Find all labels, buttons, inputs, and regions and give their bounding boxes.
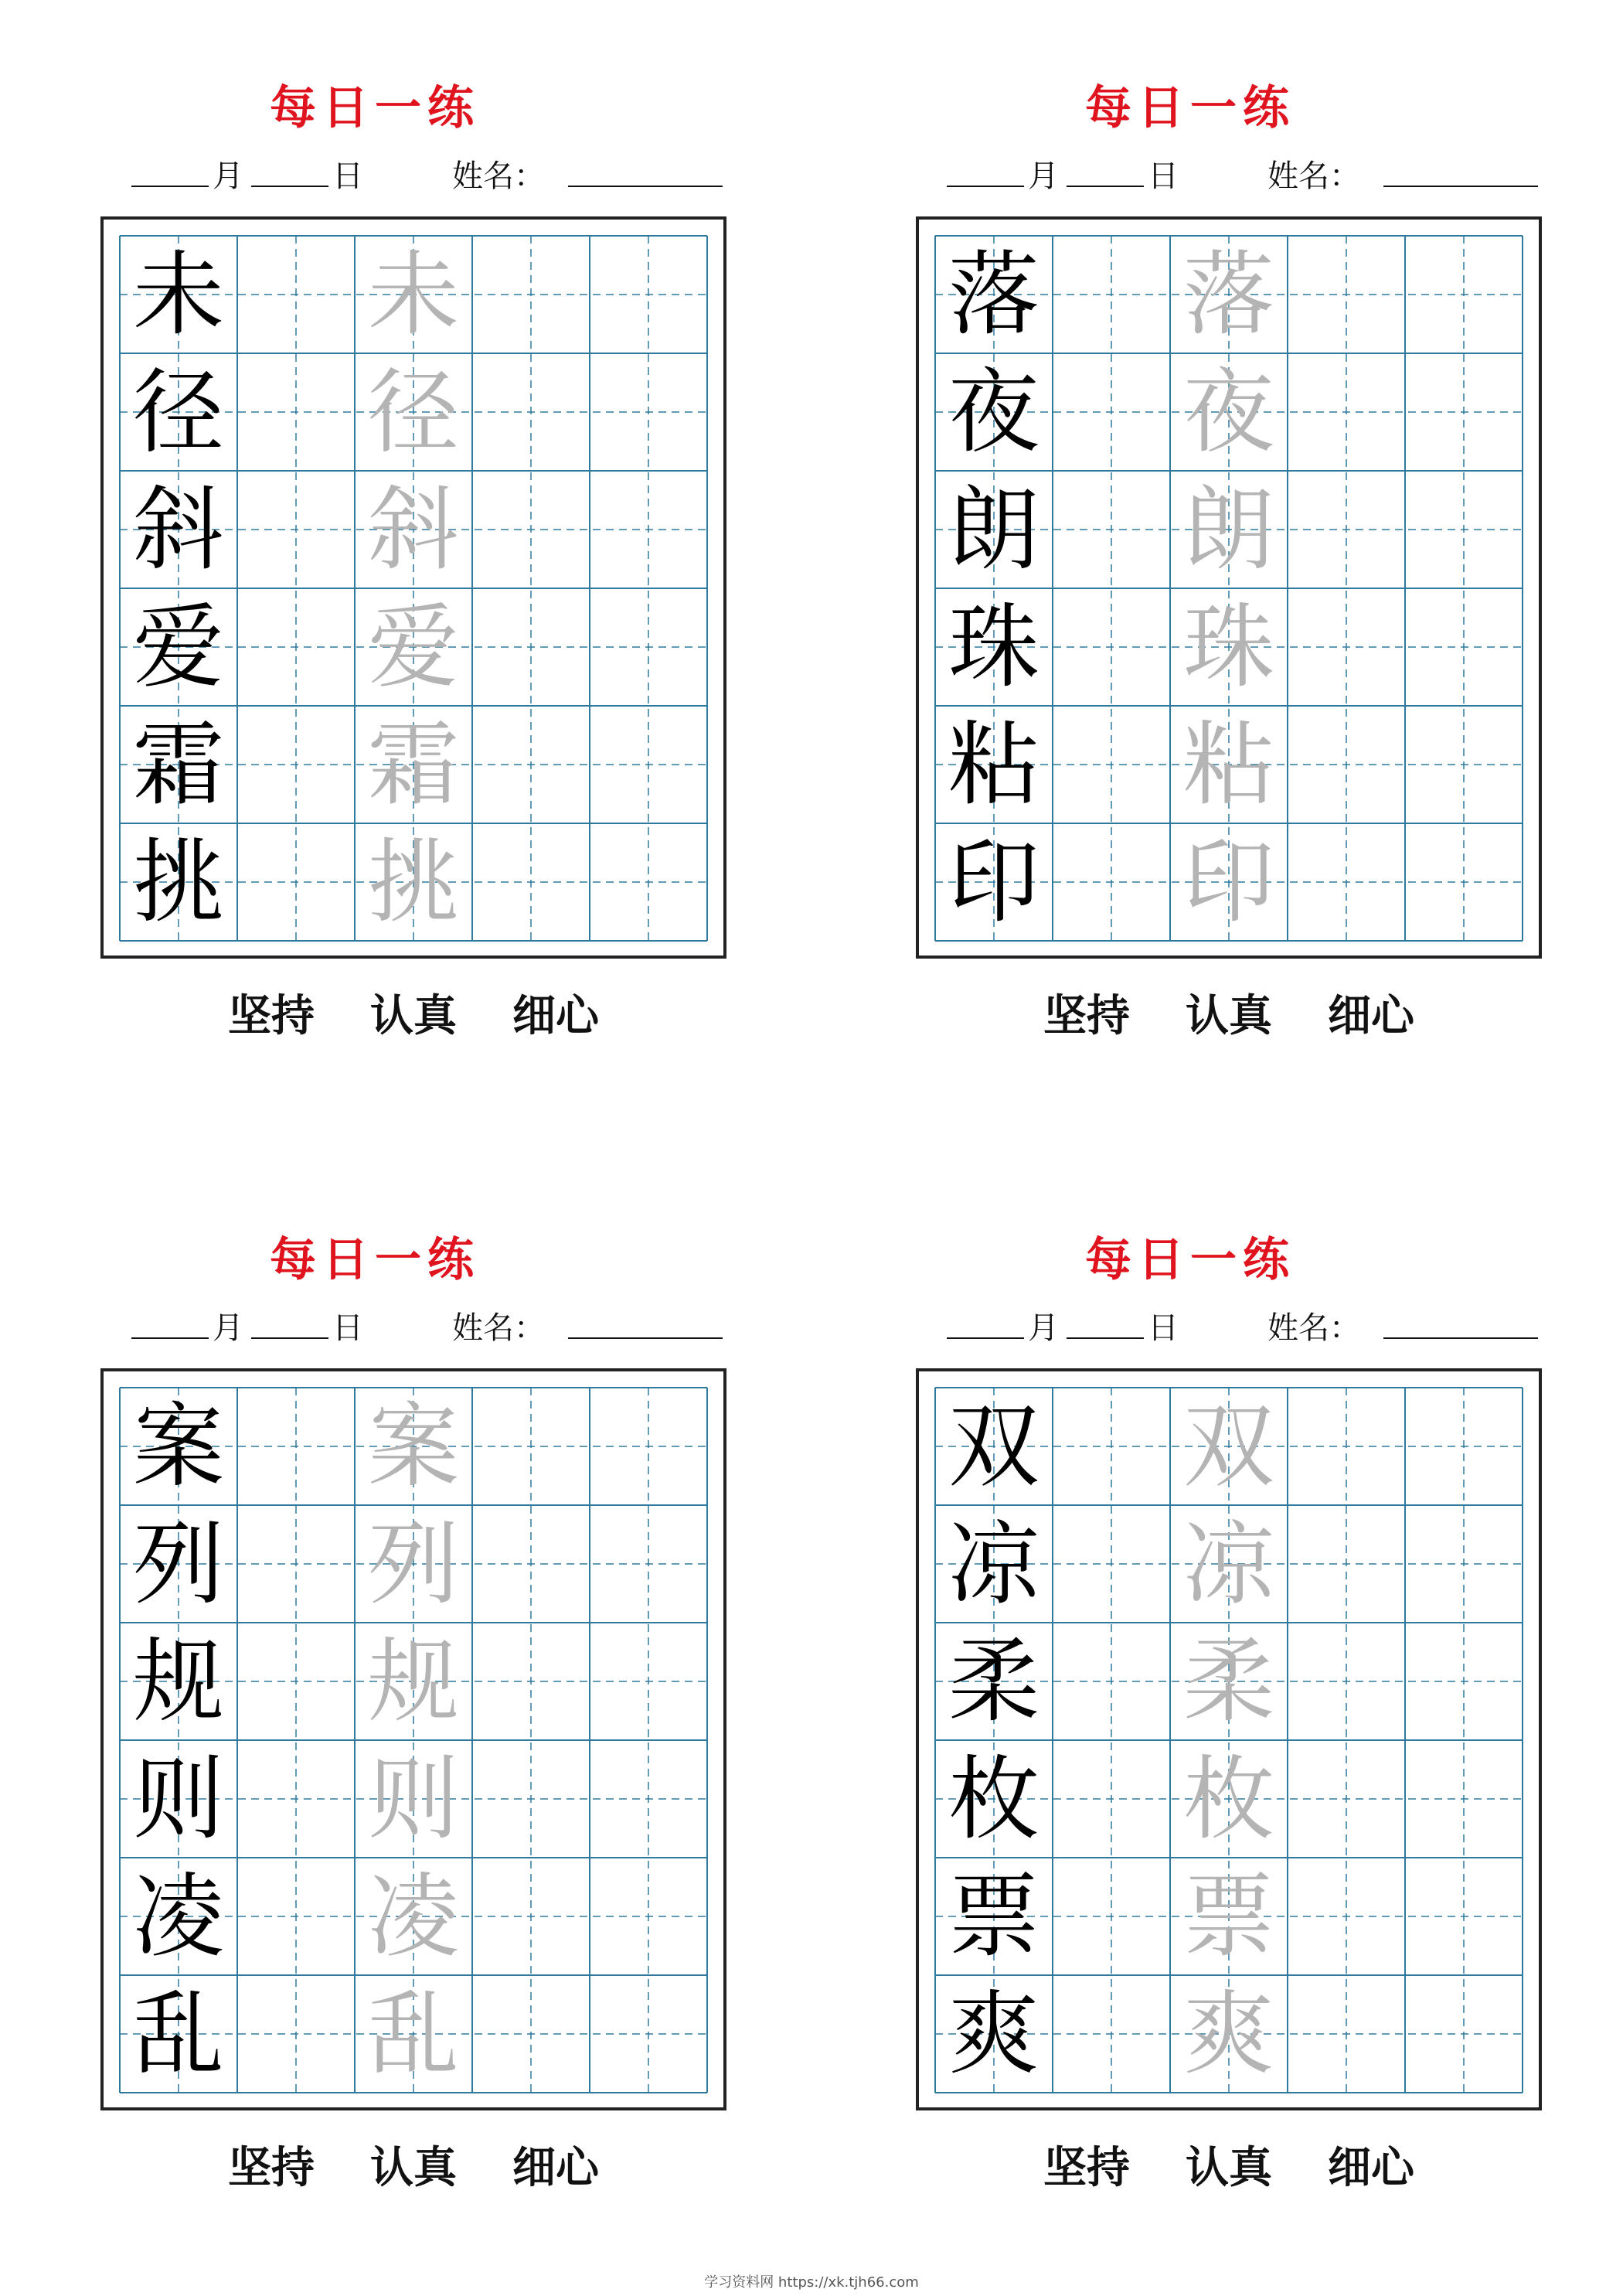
name-blank[interactable] [1383,1337,1538,1339]
footer-watermark: 学习资料网 https://xk.tjh66.com [704,2274,919,2291]
model-character: 规 [132,1628,224,1735]
motto-word: 坚持 [228,990,315,1041]
motto-word: 认真 [1186,990,1272,1041]
trace-character: 枚 [1182,1746,1274,1852]
motto-word: 认真 [370,2142,457,2193]
model-character: 挑 [132,829,224,935]
name-label: 姓名： [452,1310,545,1346]
trace-character: 挑 [367,829,459,935]
day-label: 日 [332,1310,363,1346]
practice-sheet [58,1152,692,2193]
name-blank[interactable] [1383,186,1538,187]
trace-character: 粘 [1182,711,1274,818]
month-blank[interactable] [131,186,209,187]
motto-word: 认真 [370,990,457,1041]
date-name-line [912,1300,1499,1347]
model-character: 案 [132,1393,224,1500]
day-label: 日 [332,158,363,194]
trace-character: 径 [367,359,459,465]
trace-character: 乱 [367,1981,459,2087]
motto [916,2134,1542,2196]
sheet-title: 每日一练 [1085,1233,1295,1287]
model-character: 柔 [948,1628,1039,1735]
model-character: 枚 [948,1746,1039,1852]
day-blank[interactable] [251,186,328,187]
trace-character: 则 [367,1746,459,1852]
trace-character: 未 [367,241,459,348]
motto-word: 坚持 [228,2142,315,2193]
motto-word: 细心 [1328,990,1414,1041]
motto [100,982,726,1044]
motto [916,982,1542,1044]
writing-grid [916,216,1542,959]
day-blank[interactable] [251,1337,328,1339]
trace-character: 双 [1182,1393,1274,1500]
model-character: 径 [132,359,224,465]
motto-word: 坚持 [1043,2142,1130,2193]
motto-word: 细心 [512,990,599,1041]
trace-character: 凌 [367,1863,459,1970]
trace-character: 斜 [367,476,459,583]
motto-word: 细心 [512,2142,599,2193]
trace-character: 霜 [367,711,459,818]
motto [100,2134,726,2196]
trace-character: 珠 [1182,594,1274,700]
model-character: 双 [948,1393,1039,1500]
model-character: 列 [132,1511,224,1617]
month-blank[interactable] [947,1337,1024,1339]
trace-character: 朗 [1182,476,1274,583]
sheet-title: 每日一练 [1085,81,1295,135]
model-character: 夜 [948,359,1039,465]
name-label: 姓名： [1267,158,1360,194]
model-character: 爽 [948,1981,1039,2087]
month-blank[interactable] [947,186,1024,187]
motto-word: 认真 [1186,2142,1272,2193]
trace-character: 印 [1182,829,1274,935]
sheet-title: 每日一练 [270,1233,480,1287]
trace-character: 夜 [1182,359,1274,465]
model-character: 票 [948,1863,1039,1970]
model-character: 凉 [948,1511,1039,1617]
name-label: 姓名： [452,158,545,194]
trace-character: 案 [367,1393,459,1500]
trace-character: 规 [367,1628,459,1735]
trace-character: 柔 [1182,1628,1274,1735]
date-name-line [97,1300,684,1347]
trace-character: 凉 [1182,1511,1274,1617]
model-character: 乱 [132,1981,224,2087]
name-blank[interactable] [568,186,723,187]
sheet-title: 每日一练 [270,81,480,135]
model-character: 印 [948,829,1039,935]
date-name-line [912,148,1499,195]
name-blank[interactable] [568,1337,723,1339]
model-character: 粘 [948,711,1039,818]
month-label: 月 [213,1310,243,1346]
writing-grid [916,1368,1542,2110]
motto-word: 细心 [1328,2142,1414,2193]
model-character: 未 [132,241,224,348]
day-blank[interactable] [1067,1337,1144,1339]
model-character: 斜 [132,476,224,583]
model-character: 则 [132,1746,224,1852]
month-label: 月 [213,158,243,194]
model-character: 朗 [948,476,1039,583]
practice-sheet [873,0,1507,1041]
name-label: 姓名： [1267,1310,1360,1346]
model-character: 珠 [948,594,1039,700]
motto-word: 坚持 [1043,990,1130,1041]
month-blank[interactable] [131,1337,209,1339]
day-blank[interactable] [1067,186,1144,187]
practice-sheet [58,0,692,1041]
trace-character: 爽 [1182,1981,1274,2087]
writing-grid [100,1368,726,2110]
trace-character: 票 [1182,1863,1274,1970]
writing-grid [100,216,726,959]
trace-character: 落 [1182,241,1274,348]
model-character: 霜 [132,711,224,818]
model-character: 落 [948,241,1039,348]
model-character: 凌 [132,1863,224,1970]
model-character: 爱 [132,594,224,700]
trace-character: 列 [367,1511,459,1617]
day-label: 日 [1148,158,1179,194]
day-label: 日 [1148,1310,1179,1346]
month-label: 月 [1028,158,1059,194]
month-label: 月 [1028,1310,1059,1346]
trace-character: 爱 [367,594,459,700]
date-name-line [97,148,684,195]
practice-sheet [873,1152,1507,2193]
